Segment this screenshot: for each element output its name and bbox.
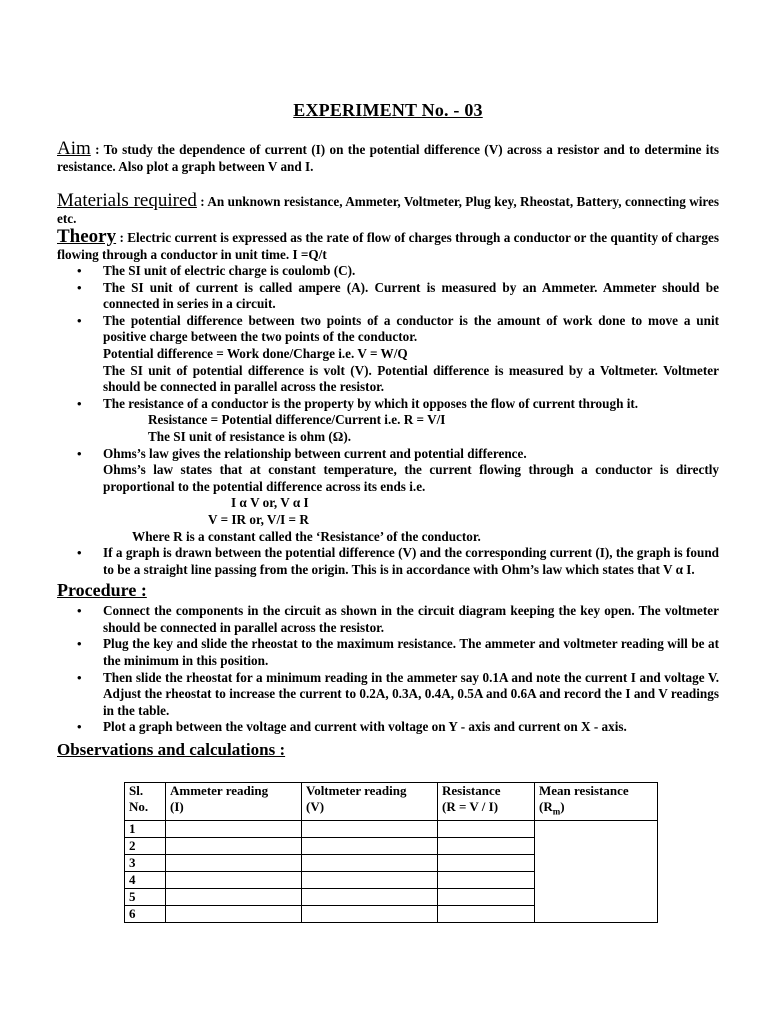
bullet-icon: • bbox=[77, 603, 82, 619]
voltmeter-cell bbox=[302, 905, 438, 922]
voltmeter-cell bbox=[302, 820, 438, 837]
proportionality-equation: I α V or, V α I bbox=[231, 495, 309, 511]
voltmeter-cell bbox=[302, 837, 438, 854]
aim-text: : To study the dependence of current (I) on the potential difference (V) across a resistor and to determine its resistance. Also plot a graph between V and I. bbox=[57, 142, 719, 174]
bullet-icon: • bbox=[77, 445, 82, 461]
header-mean-resistance: Mean resistance $(R_m)$ bbox=[535, 783, 658, 821]
ammeter-cell bbox=[166, 854, 302, 871]
row-number: 2 bbox=[125, 837, 166, 854]
theory-heading: Theory bbox=[57, 226, 117, 247]
ammeter-cell bbox=[166, 871, 302, 888]
theory-paragraph bbox=[57, 226, 719, 263]
voltmeter-cell bbox=[302, 854, 438, 871]
resistance-cell bbox=[438, 854, 535, 871]
resistance-cell bbox=[438, 837, 535, 854]
list-item: • Plug the key and slide the rheostat to the maximum resistance. The ammeter and voltmeter reading will be at the minimum in this position. bbox=[77, 636, 719, 669]
resistance-cell bbox=[438, 820, 535, 837]
resistance-cell bbox=[438, 888, 535, 905]
bullet-icon: • bbox=[77, 719, 82, 735]
ohms-law-equation: V = IR or, V/I = R bbox=[208, 511, 309, 527]
observations-heading: Observations and calculations : bbox=[57, 740, 286, 760]
materials-text: : An unknown resistance, Ammeter, Voltmeter, Plug key, Rheostat, Battery, connecting wires etc. bbox=[57, 194, 719, 226]
aim-paragraph bbox=[57, 138, 719, 175]
list-item: • Plot a graph between the voltage and current with voltage on Y - axis and current on X - axis. bbox=[77, 719, 627, 735]
list-item: • Then slide the rheostat for a minimum reading in the ammeter say 0.1A and note the current I and voltage V. Adjust the rheostat to increase the current to 0.2A, 0.3A, 0.4A, 0.5A and 0.6A and record the I and V readings in the table. bbox=[77, 669, 719, 718]
row-number: 6 bbox=[125, 905, 166, 922]
list-item: • If a graph is drawn between the potential difference (V) and the corresponding current (I), the graph is found to be a straight line passing from the origin. This is in accordance with Ohm’s law which states that V α I. bbox=[77, 545, 719, 577]
materials-heading: Materials required bbox=[57, 190, 197, 211]
table-header-row bbox=[125, 783, 658, 821]
bullet-icon: • bbox=[77, 279, 82, 295]
bullet-icon: • bbox=[77, 545, 82, 561]
list-item: • Connect the components in the circuit as shown in the circuit diagram keeping the key open. The voltmeter should be connected in parallel across the resistor. bbox=[77, 603, 719, 635]
voltmeter-cell bbox=[302, 888, 438, 905]
bullet-icon: • bbox=[77, 669, 82, 685]
list-item: • The resistance of a conductor is the property by which it opposes the flow of current through it. Resistance = Potential difference/Current i.e. R = V/I The SI unit of resistance is ohm (Ω). bbox=[77, 395, 639, 444]
resistance-cell bbox=[438, 871, 535, 888]
materials-paragraph bbox=[57, 190, 719, 227]
page-title: EXPERIMENT No. - 03 bbox=[293, 100, 483, 120]
mean-resistance-cell bbox=[535, 820, 658, 922]
bullet-icon: • bbox=[77, 636, 82, 652]
header-sl-no: Sl. No. bbox=[125, 783, 166, 821]
ammeter-cell bbox=[166, 837, 302, 854]
theory-list bbox=[57, 263, 719, 578]
procedure-heading: Procedure : bbox=[57, 580, 147, 601]
observation-table bbox=[124, 782, 658, 923]
document-page bbox=[57, 100, 719, 760]
header-resistance: Resistance (R = V / I) bbox=[438, 783, 535, 821]
row-number: 4 bbox=[125, 871, 166, 888]
list-item: • The potential difference between two points of a conductor is the amount of work done to move a unit positive charge between the two points of the conductor. Potential difference = Work done/Charge i.e. V = W/Q The SI unit of potential difference is volt (V). Potential difference is measured by a Voltmeter. Voltmeter should be connected in parallel across the resistor. bbox=[77, 312, 719, 395]
table-row bbox=[125, 820, 658, 837]
row-number: 1 bbox=[125, 820, 166, 837]
ammeter-cell bbox=[166, 905, 302, 922]
bullet-icon: • bbox=[77, 263, 82, 278]
bullet-icon: • bbox=[77, 395, 82, 411]
procedure-list bbox=[57, 603, 719, 736]
ammeter-cell bbox=[166, 888, 302, 905]
resistance-cell bbox=[438, 905, 535, 922]
aim-heading: Aim bbox=[57, 138, 91, 159]
bullet-icon: • bbox=[77, 312, 82, 328]
row-number: 3 bbox=[125, 854, 166, 871]
header-ammeter-reading: Ammeter reading (I) bbox=[166, 783, 302, 821]
row-number: 5 bbox=[125, 888, 166, 905]
header-voltmeter-reading: Voltmeter reading (V) bbox=[302, 783, 438, 821]
list-item: • Ohms’s law gives the relationship between current and potential difference. Ohms’s law states that at constant temperature, the current flowing through a conductor is directly proportional to the potential difference across its ends i.e. I α V or, V α I V = IR or, V/I = R Where R is a constant called the ‘Resistance’ of the conductor. bbox=[77, 445, 719, 544]
list-item: • The SI unit of current is called ampere (A). Current is measured by an Ammeter. Ammeter should be connected in series in a circuit. bbox=[77, 279, 719, 312]
ammeter-cell bbox=[166, 820, 302, 837]
theory-text: : Electric current is expressed as the rate of flow of charges through a conductor or the quantity of charges flowing through a conductor in unit time. I =Q/t bbox=[57, 230, 719, 262]
list-item: • The SI unit of electric charge is coulomb (C). bbox=[77, 263, 356, 278]
voltmeter-cell bbox=[302, 871, 438, 888]
